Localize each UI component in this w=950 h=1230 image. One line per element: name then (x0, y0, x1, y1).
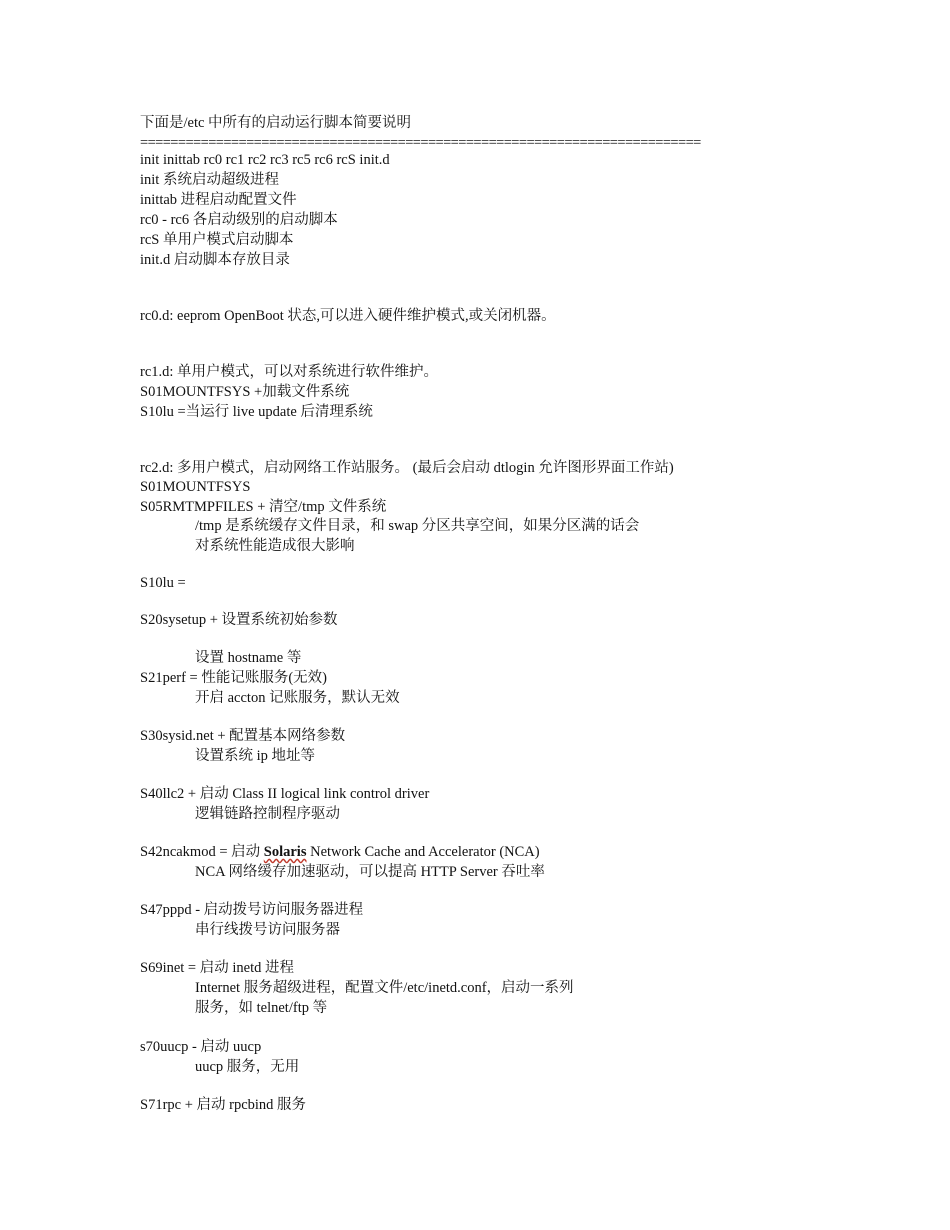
intro-init: init 系统启动超级进程 (140, 172, 279, 188)
rc2-s71: S71rpc + 启动 rpcbind 服务 (140, 1097, 307, 1113)
rc1-s10: S10lu =当运行 live update 后清理系统 (140, 404, 373, 420)
rc2-s47-desc: 串行线拨号访问服务器 (195, 922, 340, 938)
rc2-s30: S30sysid.net + 配置基本网络参数 (140, 728, 346, 744)
rc2-s40-desc: 逻辑链路控制程序驱动 (195, 806, 340, 822)
rc2-s69-desc-2: 服务，如 telnet/ftp 等 (195, 1000, 328, 1016)
solaris-spellcheck-word: Solaris (263, 844, 307, 860)
rc2-s40: S40llc2 + 启动 Class II logical link control driver (140, 786, 430, 802)
rc2-s01: S01MOUNTFSYS (140, 479, 251, 495)
rc2-s05-desc-1: /tmp 是系统缓存文件目录，和 swap 分区共享空间，如果分区满的话会 (195, 518, 640, 534)
intro-list: init inittab rc0 rc1 rc2 rc3 rc5 rc6 rcS init.d (140, 152, 390, 168)
intro-initd: init.d 启动脚本存放目录 (140, 252, 290, 268)
separator-rule: ========================================================================== (140, 135, 701, 151)
rc2-s20: S20sysetup + 设置系统初始参数 (140, 612, 338, 628)
rc2-s05: S05RMTMPFILES + 清空/tmp 文件系统 (140, 499, 387, 515)
rc2-s42-suffix: Network Cache and Accelerator (NCA) (306, 844, 540, 860)
rc2-s21: S21perf = 性能记账服务(无效) (140, 670, 327, 686)
rc2-s42-prefix: S42ncakmod = 启动 (140, 844, 264, 860)
rc2-s05-desc-2: 对系统性能造成很大影响 (195, 538, 355, 554)
rc2-s30-desc: 设置系统 ip 地址等 (195, 748, 316, 764)
rc2-s69-desc-1: Internet 服务超级进程，配置文件/etc/inetd.conf，启动一系列 (195, 980, 574, 996)
rc2-s42-desc: NCA 网络缓存加速驱动，可以提高 HTTP Server 吞吐率 (195, 864, 545, 880)
intro-rc: rc0 - rc6 各启动级别的启动脚本 (140, 212, 338, 228)
rc2-s69: S69inet = 启动 inetd 进程 (140, 960, 294, 976)
rc2-heading: rc2.d: 多用户模式，启动网络工作站服务。 (最后会启动 dtlogin 允许图形界面工作站) (140, 460, 674, 476)
intro-rcs: rcS 单用户模式启动脚本 (140, 232, 294, 248)
rc2-s47: S47pppd - 启动拨号访问服务器进程 (140, 902, 364, 918)
rc2-s21-desc: 开启 accton 记账服务，默认无效 (195, 690, 400, 706)
intro-inittab: inittab 进程启动配置文件 (140, 192, 297, 208)
rc2-s20-desc: 设置 hostname 等 (195, 650, 302, 666)
rc0-line: rc0.d: eeprom OpenBoot 状态,可以进入硬件维护模式,或关闭机器。 (140, 308, 556, 324)
rc2-s42 (140, 842, 540, 862)
rc2-s10: S10lu = (140, 575, 186, 591)
rc1-heading: rc1.d: 单用户模式，可以对系统进行软件维护。 (140, 364, 439, 380)
doc-title: 下面是/etc 中所有的启动运行脚本简要说明 (140, 115, 412, 131)
rc2-s70-desc: uucp 服务，无用 (195, 1059, 300, 1075)
rc1-s01: S01MOUNTFSYS +加载文件系统 (140, 384, 350, 400)
rc2-s70: s70uucp - 启动 uucp (140, 1039, 262, 1055)
